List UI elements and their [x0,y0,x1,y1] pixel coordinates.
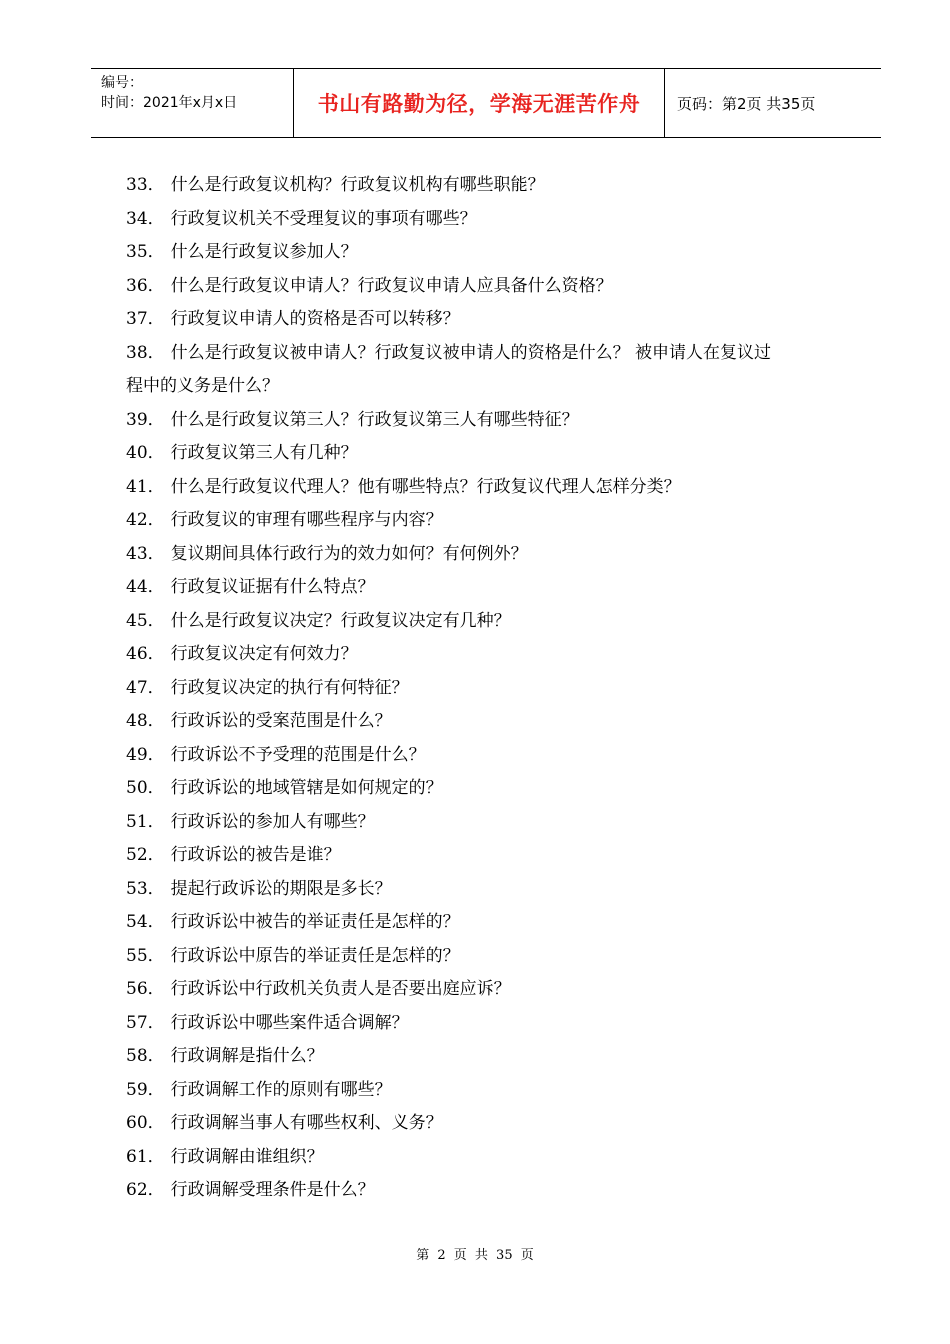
page-header [91,68,881,138]
question-number: 55． [126,945,165,966]
question-item [126,806,856,840]
question-number: 43． [126,543,165,564]
question-number: 61． [126,1146,165,1167]
question-number: 49． [126,744,165,765]
question-continuation: 程中的义务是什么？ [126,376,279,396]
question-number: 58． [126,1046,165,1066]
question-item [126,471,856,505]
question-text: 行政复议决定的执行有何特征？ [170,677,409,698]
question-text: 什么是行政复议决定？行政复议决定有几种？ [170,610,511,631]
question-number: 60． [126,1113,165,1133]
question-text: 复议期间具体行政行为的效力如何？有何例外？ [170,543,528,564]
question-text: 行政调解工作的原则有哪些？ [170,1079,392,1100]
question-item [126,873,856,907]
question-number: 54． [126,912,165,932]
question-text: 行政调解当事人有哪些权利、义务？ [170,1113,443,1133]
question-number: 47． [126,677,165,698]
header-motto-cell [293,69,665,137]
question-number: 41． [126,476,165,497]
motto-text: 书山有路勤为径，学海无涯苦作舟 [317,92,641,116]
question-item [126,839,856,873]
question-number: 57． [126,1012,165,1033]
question-item [126,638,856,672]
question-text: 行政诉讼的地域管辖是如何规定的？ [170,778,443,798]
question-number: 44． [126,577,165,597]
question-item [126,236,856,270]
question-item [126,437,856,471]
question-item [126,203,856,237]
question-text: 行政诉讼不予受理的范围是什么？ [170,744,426,765]
question-text: 行政诉讼的受案范围是什么？ [170,711,392,731]
question-item [126,973,856,1007]
question-text: 什么是行政复议申请人？行政复议申请人应具备什么资格？ [170,275,613,296]
question-text: 行政复议申请人的资格是否可以转移？ [170,309,460,329]
question-text: 行政复议的审理有哪些程序与内容？ [170,510,443,530]
question-item [126,303,856,337]
question-item [126,672,856,706]
question-number: 40． [126,443,165,463]
question-text: 行政诉讼中行政机关负责人是否要出庭应诉？ [170,979,511,999]
question-number: 53． [126,878,165,899]
page-info-text: 页码：第2页 共35页 [677,94,816,113]
question-text: 提起行政诉讼的期限是多长？ [170,878,392,899]
question-text: 行政诉讼中被告的举证责任是怎样的？ [170,912,460,932]
question-number: 48． [126,711,165,731]
question-item [126,906,856,940]
question-number: 38． [126,342,165,363]
page-footer [0,1244,950,1263]
question-text: 什么是行政复议参加人？ [170,242,358,262]
question-text: 什么是行政复议代理人？他有哪些特点？行政复议代理人怎样分类？ [170,476,681,497]
question-number: 59． [126,1079,165,1100]
question-text: 行政调解由谁组织？ [170,1146,324,1167]
question-number: 39． [126,409,165,430]
question-item [126,270,856,304]
question-item [126,1074,856,1108]
question-item [126,404,856,438]
time-line: 时间：2021年x月x日 [101,95,238,111]
question-text: 行政复议决定有何效力？ [170,644,358,664]
question-number: 37． [126,309,165,329]
question-item [126,940,856,974]
question-text: 行政诉讼的被告是谁？ [170,845,341,865]
question-number: 42． [126,510,165,530]
question-item [126,1141,856,1175]
question-text: 什么是行政复议被申请人？行政复议被申请人的资格是什么？ 被申请人在复议过 [170,342,772,363]
question-text: 行政复议第三人有几种？ [170,443,358,463]
header-meta [91,69,293,137]
question-item [126,605,856,639]
question-item [126,1040,856,1074]
question-item [126,169,856,203]
question-item [126,739,856,773]
question-item [126,772,856,806]
question-item [126,1107,856,1141]
question-item [126,705,856,739]
question-number: 34． [126,208,165,229]
question-number: 62． [126,1180,165,1200]
question-item [126,1174,856,1208]
question-text: 行政诉讼的参加人有哪些？ [170,811,375,832]
question-item [126,538,856,572]
question-text: 什么是行政复议机构？行政复议机构有哪些职能？ [170,175,545,195]
question-text: 行政调解受理条件是什么？ [170,1180,375,1200]
question-number: 52． [126,845,165,865]
question-item [126,1007,856,1041]
question-item [126,337,856,371]
question-text: 行政复议机关不受理复议的事项有哪些？ [170,208,477,229]
question-text: 行政诉讼中哪些案件适合调解？ [170,1012,409,1033]
question-number: 50． [126,778,165,798]
question-list [126,169,856,1208]
question-text: 行政调解是指什么？ [170,1046,324,1066]
question-number: 56． [126,979,165,999]
question-number: 33． [126,175,165,195]
question-number: 51． [126,811,165,832]
question-number: 46． [126,644,165,664]
question-item [126,571,856,605]
footer-page-number: 第 2 页 共 35 页 [416,1248,534,1263]
question-item [126,504,856,538]
number-label: 编号： [101,75,143,91]
question-number: 35． [126,242,165,262]
question-text: 行政复议证据有什么特点？ [170,577,375,597]
question-number: 36． [126,275,165,296]
header-page-info [665,69,881,137]
question-number: 45． [126,610,165,631]
question-text: 行政诉讼中原告的举证责任是怎样的？ [170,945,460,966]
question-text: 什么是行政复议第三人？行政复议第三人有哪些特征？ [170,409,579,430]
